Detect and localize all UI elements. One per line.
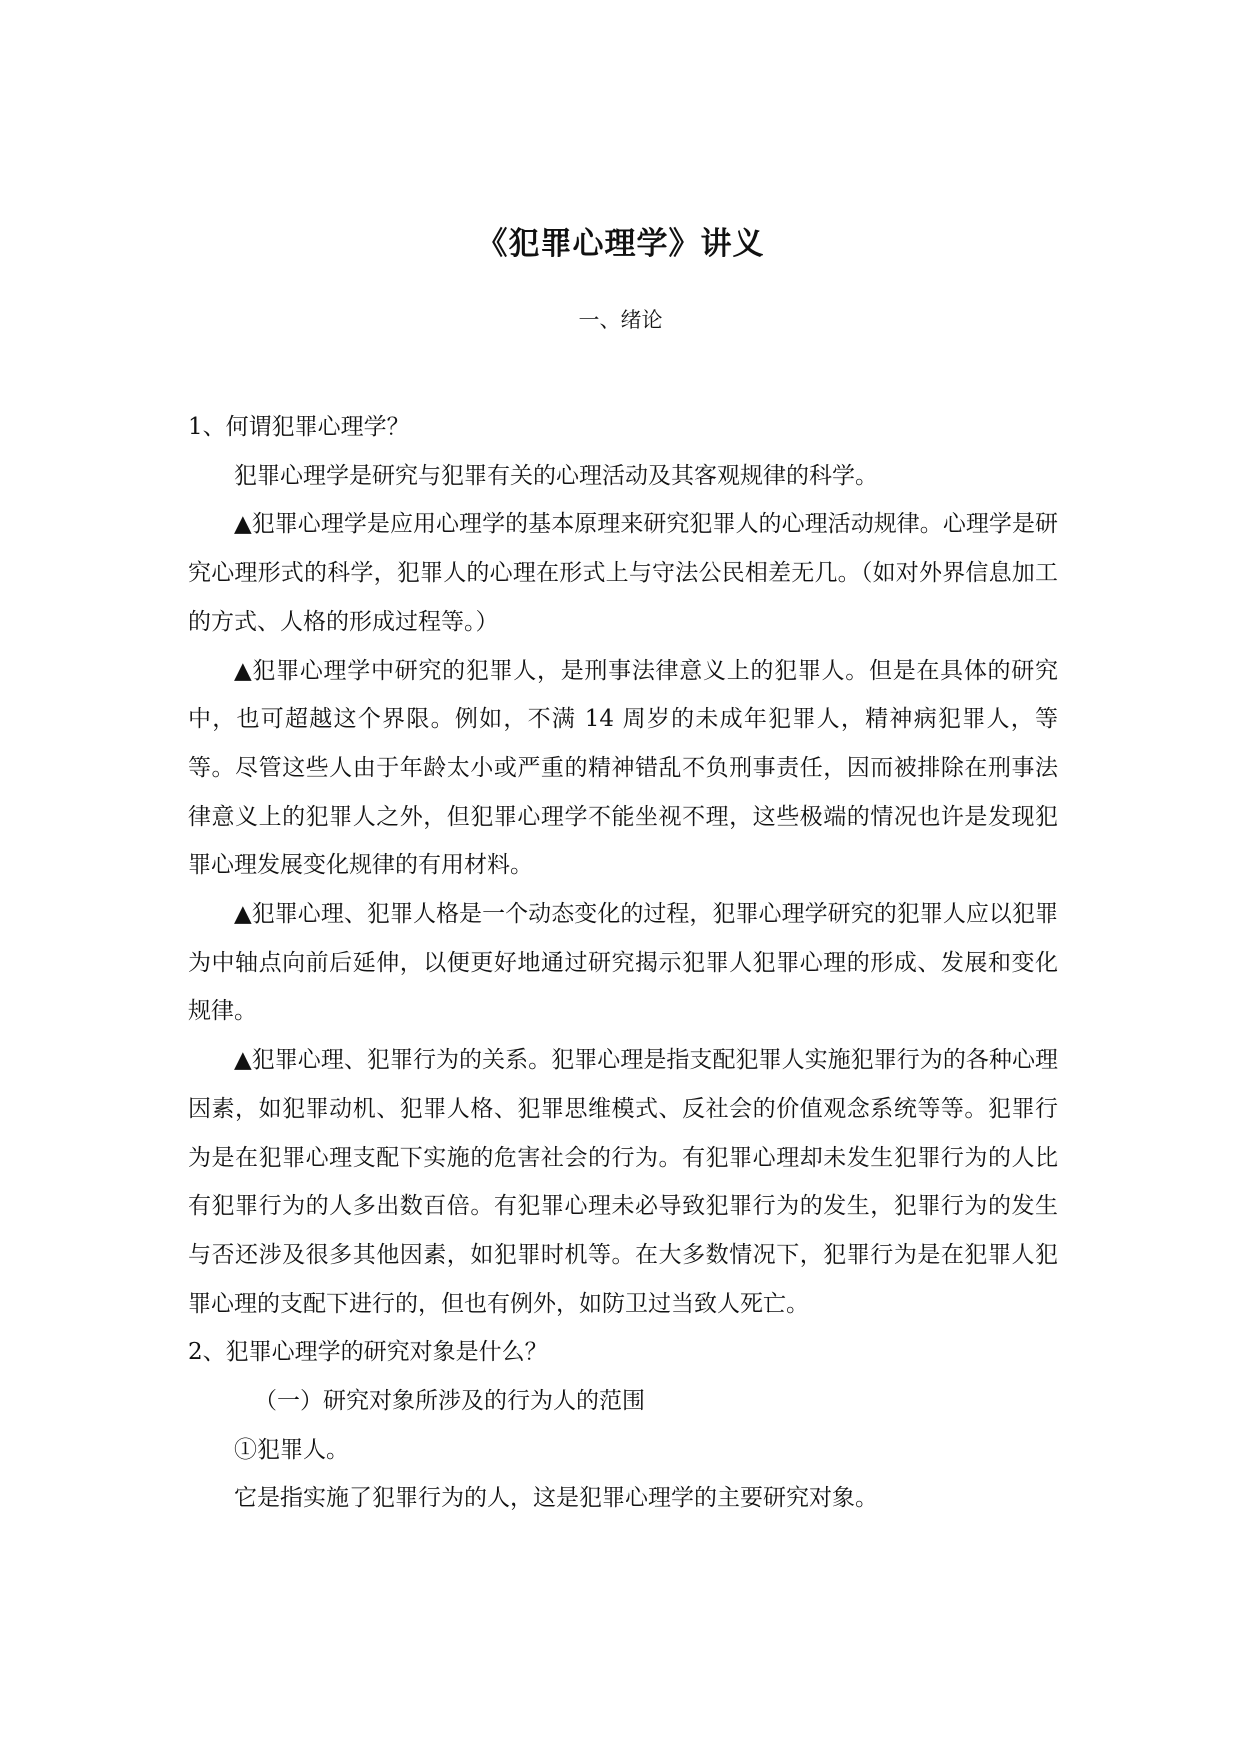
section-heading: 一、绪论 [578,308,663,332]
paragraph: ▲犯罪心理学是应用心理学的基本原理来研究犯罪人的心理活动规律。心理学是研究心理形式的科学，犯罪人的心理在形式上与守法公民相差无几。（如对外界信息加工的方式、人格的形成过程等。） [188,511,1058,635]
paragraph: ▲犯罪心理、犯罪人格是一个动态变化的过程，犯罪心理学研究的犯罪人应以犯罪为中轴点向前后延伸，以便更好地通过研究揭示犯罪人犯罪心理的形成、发展和变化规律。 [188,901,1058,1025]
paragraph: 犯罪心理学是研究与犯罪有关的心理活动及其客观规律的科学。 [234,462,878,489]
paragraph: 它是指实施了犯罪行为的人，这是犯罪心理学的主要研究对象。 [234,1485,878,1512]
question-heading: 2、犯罪心理学的研究对象是什么？ [188,1339,548,1366]
document-body [188,403,1058,1523]
paragraph: ▲犯罪心理学中研究的犯罪人，是刑事法律意义上的犯罪人。但是在具体的研究中，也可超越这个界限。例如，不满 14 周岁的未成年犯罪人，精神病犯罪人，等等。尽管这些人由于年龄太小或严重的精神错乱不负刑事责任，因而被排除在刑事法律意义上的犯罪人之外，但犯罪心理学不能坐视不理，这些极端的情况也许是发现犯罪心理发展变化规律的有用材料。 [188,657,1058,879]
question-heading: 1、何谓犯罪心理学？ [188,414,410,440]
list-item: ①犯罪人。 [234,1436,349,1463]
subsection-heading: （一）研究对象所涉及的行为人的范围 [254,1388,645,1415]
document-title: 《犯罪心理学》讲义 [476,226,765,262]
paragraph: ▲犯罪心理、犯罪行为的关系。犯罪心理是指支配犯罪人实施犯罪行为的各种心理因素，如犯罪动机、犯罪人格、犯罪思维模式、反社会的价值观念系统等等。犯罪行为是在犯罪心理支配下实施的危害社会的行为。有犯罪心理却未发生犯罪行为的人比有犯罪行为的人多出数百倍。有犯罪心理未必导致犯罪行为的发生，犯罪行为的发生与否还涉及很多其他因素，如犯罪时机等。在大多数情况下，犯罪行为是在犯罪人犯罪心理的支配下进行的，但也有例外，如防卫过当致人死亡。 [188,1047,1058,1317]
